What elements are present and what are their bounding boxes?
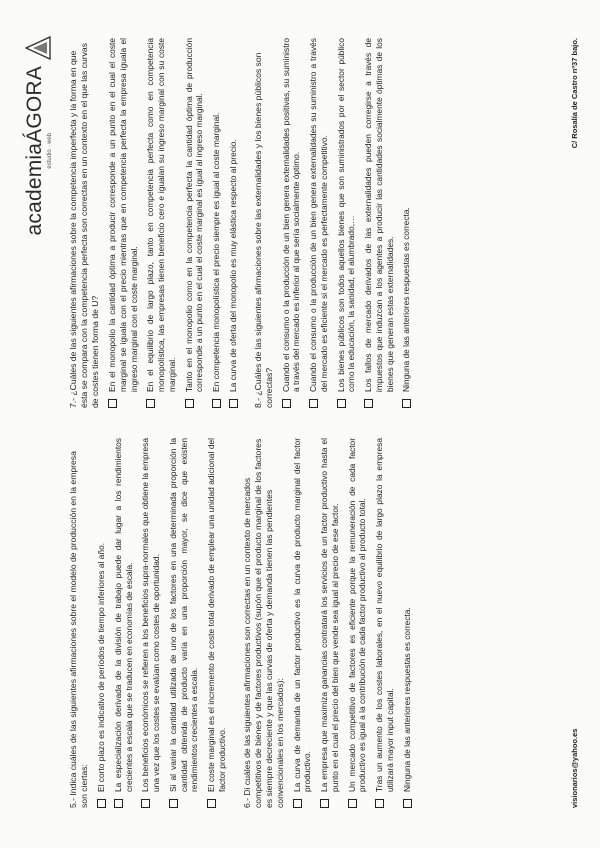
footer [570, 38, 580, 808]
answer-checkbox[interactable] [114, 799, 123, 808]
answer-option [347, 438, 369, 808]
left-column [68, 438, 426, 808]
agora-triangle-icon [25, 36, 51, 60]
answer-option [401, 38, 412, 408]
question-statement: Di cuáles de las siguientes afirmaciones son correctas en un contexto de mercados competitivos de bienes y de factores productivos (supón que el producto marginal de los factores es siempre decreciente y que las curvas de oferta y demanda tienen las pendientes convencionales en los mercados): [241, 438, 285, 808]
answer-option-text: En el equilibrio de largo plazo, tanto en competencia perfecta como en competencia monopolística, las empresas tienen beneficio cero e igualan su ingreso marginal con su coste marginal. [145, 38, 177, 392]
answer-option-text: Un mercado competitivo de factores es eficiente porque la remuneración de cada factor productivo es igual a la contribución de cada factor productivo al producto total. [346, 438, 368, 792]
answer-option [363, 38, 395, 408]
answer-option [374, 438, 396, 808]
answer-option [319, 438, 341, 808]
header [14, 28, 74, 818]
answer-option-text: En el monopolio la cantidad óptima a producir corresponde a un punto en el cual el coste marginal se iguala con el precio mientras que en competencia perfecta la empresa iguala el ingreso marginal con el coste marginal. [107, 38, 139, 392]
answer-checkbox[interactable] [207, 799, 216, 808]
logo [22, 36, 55, 236]
answer-option [113, 438, 135, 808]
right-column [68, 38, 426, 408]
answer-checkbox[interactable] [169, 799, 178, 808]
answer-checkbox[interactable] [364, 399, 373, 408]
answer-option-text: Los fallos de mercado derivados de las externalidades pueden corregirse a través de impuestos que induzcan a los agentes a producir las cantidades socialmente óptimas de los bienes que generan estas externalidades. [363, 38, 395, 392]
answer-option [145, 38, 177, 408]
answer-option [184, 38, 206, 408]
answer-option [96, 438, 107, 808]
question-statement: ¿Cuáles de las siguientes afirmaciones sobre la competencia imperfecta y la forma en que ésta se compara con la competencia perfecta son correctas en un contexto en el que las curvas de costes tienen forma de U? [68, 43, 100, 408]
option-list [281, 38, 413, 408]
answer-checkbox[interactable] [320, 799, 329, 808]
question-statement: ¿Cuáles de las siguientes afirmaciones sobre las externalidades y los bienes públicos son correctas? [252, 52, 274, 408]
answer-option-text: Los bienes públicos son todos aquellos bienes que son suministrados por el sector público como la educación, la sanidad, el alumbrado,… [335, 38, 357, 392]
question-number: 7.- [68, 397, 78, 408]
answer-checkbox[interactable] [403, 799, 412, 808]
answer-option [292, 438, 314, 808]
answer-checkbox[interactable] [282, 399, 291, 408]
question-number: 5.- [68, 797, 78, 808]
question-text [242, 438, 286, 808]
question-text [253, 38, 275, 408]
answer-option-text: La curva de demanda de un factor productivo es la curva de producto marginal del factor productivo. [291, 438, 313, 792]
question-statement: Indica cuáles de las siguientes afirmaciones sobre el modelo de producción en la empresa son ciertas: [68, 451, 89, 808]
answer-checkbox[interactable] [293, 799, 302, 808]
answer-checkbox[interactable] [348, 799, 357, 808]
answer-checkbox[interactable] [108, 399, 117, 408]
option-list [96, 438, 228, 808]
answer-option [168, 438, 200, 808]
answer-option [107, 38, 139, 408]
answer-option [140, 438, 162, 808]
answer-option-text: El coste marginal es el incremento de coste total derivado de emplear una unidad adicional del factor productivo. [206, 438, 227, 792]
answer-checkbox[interactable] [212, 399, 221, 408]
answer-option-text: Si al variar la cantidad utilizada de uno de los factores en una determinada proporción la cantidad obtenida de producto varía en una proporción mayor, se dice que existen rendimientos crecientes a escala. [167, 438, 200, 792]
answer-option-text: En competencia monopolística el precio siempre es igual al coste marginal. [211, 112, 221, 392]
answer-option-text: Los beneficios económicos se refieren a los beneficios supra-normales que obtiene la empresa una vez que los costes se evalúan como costes de oportunidad. [140, 438, 161, 792]
answer-checkbox[interactable] [146, 399, 155, 408]
answer-option-text: Ninguna de las anteriores respuestas es correcta. [401, 207, 412, 392]
answer-checkbox[interactable] [185, 399, 194, 408]
question-text [68, 438, 90, 808]
logo-text: academiaÁGORA [23, 66, 46, 236]
question-number: 6.- [241, 797, 252, 808]
question-text [68, 38, 101, 408]
option-list [107, 38, 239, 408]
question-number: 8.- [252, 397, 263, 408]
answer-option-text: Tras un aumento de los costes laborales, en el nuevo equilibrio de largo plazo la empresa utilizará mayor input capital. [374, 438, 395, 792]
answer-checkbox[interactable] [337, 399, 346, 408]
answer-option-text: La curva de oferta del monopolio es muy elástica respecto al precio. [227, 139, 238, 392]
answer-option-text: Tanto en el monopolio como en la competencia perfecta la cantidad óptima de producción corresponde a un punto en el cual el coste marginal es igual al ingreso marginal. [183, 38, 205, 392]
answer-option [281, 38, 303, 408]
answer-option [336, 38, 358, 408]
answer-option [308, 38, 330, 408]
answer-checkbox[interactable] [141, 799, 150, 808]
footer-email: visionarios@yahoo.es [570, 728, 579, 808]
answer-option-text: Cuando el consumo o la producción de un bien genera externalidades positivas, su suministro a través del mercado es inferior al que sería socialmente óptimo. [280, 38, 302, 392]
answer-checkbox[interactable] [97, 799, 106, 808]
answer-option-text: La empresa que maximiza ganancias contratará los servicios de un factor productivo hasta el punto en el cual el precio del bien que vende sea igual al precio de ese factor. [319, 438, 340, 792]
option-list [292, 438, 413, 808]
answer-checkbox[interactable] [402, 399, 411, 408]
footer-address: C/ Rosalía de Castro nº37 bajo. [570, 38, 579, 149]
answer-checkbox[interactable] [229, 399, 238, 408]
answer-option [402, 438, 413, 808]
answer-option-text: Ninguna de las anteriores respuestas es correcta. [401, 607, 412, 792]
logo-tagline: estudio · web [46, 132, 53, 169]
answer-option-text: El corto plazo es indicativo de períodos de tiempo inferiores al año. [96, 542, 106, 792]
answer-option [206, 438, 228, 808]
answer-option [228, 38, 239, 408]
answer-option-text: Cuando el consumo o la producción de un bien genera externalidades su suministro a través del mercado es eficiente si el mercado es perfectamente competitivo. [308, 38, 329, 392]
answer-checkbox[interactable] [309, 399, 318, 408]
answer-option-text: La especialización derivada de la división de trabajo puede dar lugar a los rendimientos crecientes a escala que se traducen en economías de escala. [112, 438, 134, 792]
answer-option [211, 38, 222, 408]
answer-checkbox[interactable] [375, 799, 384, 808]
